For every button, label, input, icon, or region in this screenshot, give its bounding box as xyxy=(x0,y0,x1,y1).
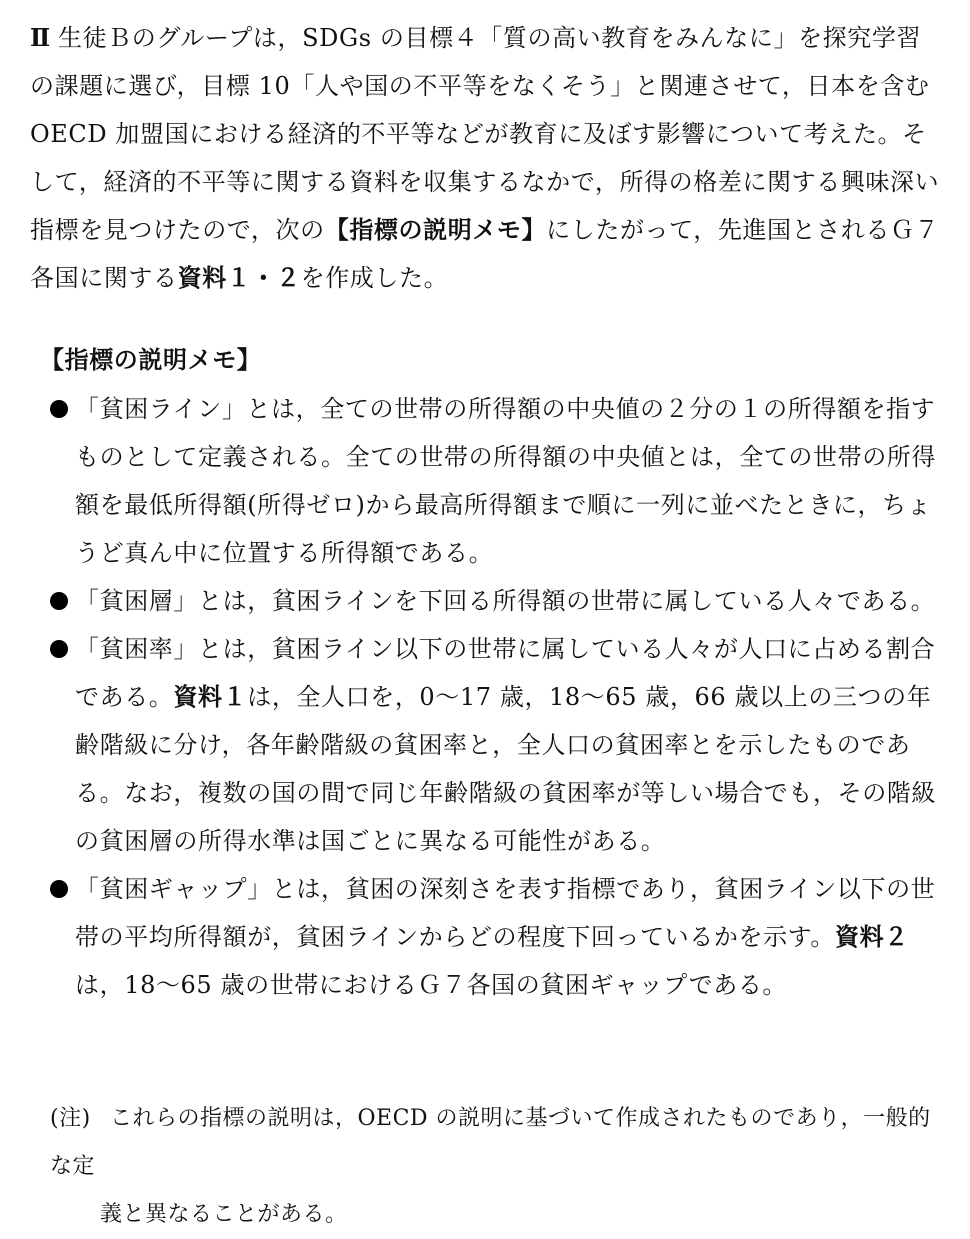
memo-title: 【指標の説明メモ】 xyxy=(40,345,262,374)
intro-text-3: を作成した。 xyxy=(300,264,449,292)
materials-reference: 資料１・２ xyxy=(177,263,301,292)
footnote-line-2: 義と異なることがある。 xyxy=(100,1202,348,1227)
memo-bullet-list xyxy=(40,385,945,1009)
intro-text-1: 生徒Ｂのグループは，SDGs の目標４「質の高い教育をみんなに」を探究学習の課題に選び，目標 10「人や国の不平等をなくそう」と関連させて，日本を含む OECD 加盟国における経済的不平等などが教育に及ぼす影響について考えた。そして，経済的不平等に関する資料を収集するなかで，所得の格差に関する興味深い指標を見つけたので，次の xyxy=(30,24,940,244)
bullet-text-a: 「貧困ギャップ」とは，貧困の深刻さを表す指標であり，貧困ライン以下の世帯の平均所得額が，貧困ラインからどの程度下回っているかを示す。 xyxy=(75,875,936,951)
bullet-text: 「貧困層」とは，貧困ラインを下回る所得額の世帯に属している人々である。 xyxy=(75,587,936,615)
intro-text-2: にしたがって，先進国とされるＧ７各国に関する xyxy=(30,216,940,292)
footnote-line-1: これらの指標の説明は，OECD の説明に基づいて作成されたものであり，一般的な定 xyxy=(50,1106,931,1179)
material-2-reference: 資料２ xyxy=(834,922,909,951)
bullet-text-b: は，全人口を，0～17 歳，18～65 歳，66 歳以上の三つの年齢階級に分け，各年齢階級の貧困率と，全人口の貧困率とを示したものである。なお，複数の国の間で同じ年齢階級の貧困率が等しい場合でも，その階級の貧困層の所得水準は国ごとに異なる可能性がある。 xyxy=(75,683,936,855)
bullet-text xyxy=(75,625,945,865)
intro-paragraph xyxy=(30,14,945,302)
bullet-text-a: 「貧困率」とは，貧困ライン以下の世帯に属している人々が人口に占める割合である。 xyxy=(75,635,936,711)
bullet-dot-icon xyxy=(50,592,68,610)
bullet-poverty-group xyxy=(40,577,945,625)
bullet-text: 「貧困ライン」とは，全ての世帯の所得額の中央値の２分の１の所得額を指すものとして定義される。全ての世帯の所得額の中央値とは，全ての世帯の所得額を最低所得額(所得ゼロ)から最高所得額まで順に一列に並べたときに，ちょうど真ん中に位置する所得額である。 xyxy=(75,395,936,567)
bullet-text xyxy=(75,865,945,1009)
bullet-dot-icon xyxy=(50,880,68,898)
memo-reference: 【指標の説明メモ】 xyxy=(324,215,547,244)
footnote-label: (注) xyxy=(50,1106,91,1131)
bullet-poverty-gap xyxy=(40,865,945,1009)
bullet-poverty-line xyxy=(40,385,945,577)
footnote xyxy=(50,1095,945,1239)
bullet-text-b: は，18～65 歳の世帯におけるＧ７各国の貧困ギャップである。 xyxy=(75,971,788,999)
bullet-dot-icon xyxy=(50,400,68,418)
section-numeral: Ⅱ xyxy=(30,23,51,52)
bullet-poverty-rate xyxy=(40,625,945,865)
material-1-reference: 資料１ xyxy=(173,682,248,711)
bullet-dot-icon xyxy=(50,640,68,658)
